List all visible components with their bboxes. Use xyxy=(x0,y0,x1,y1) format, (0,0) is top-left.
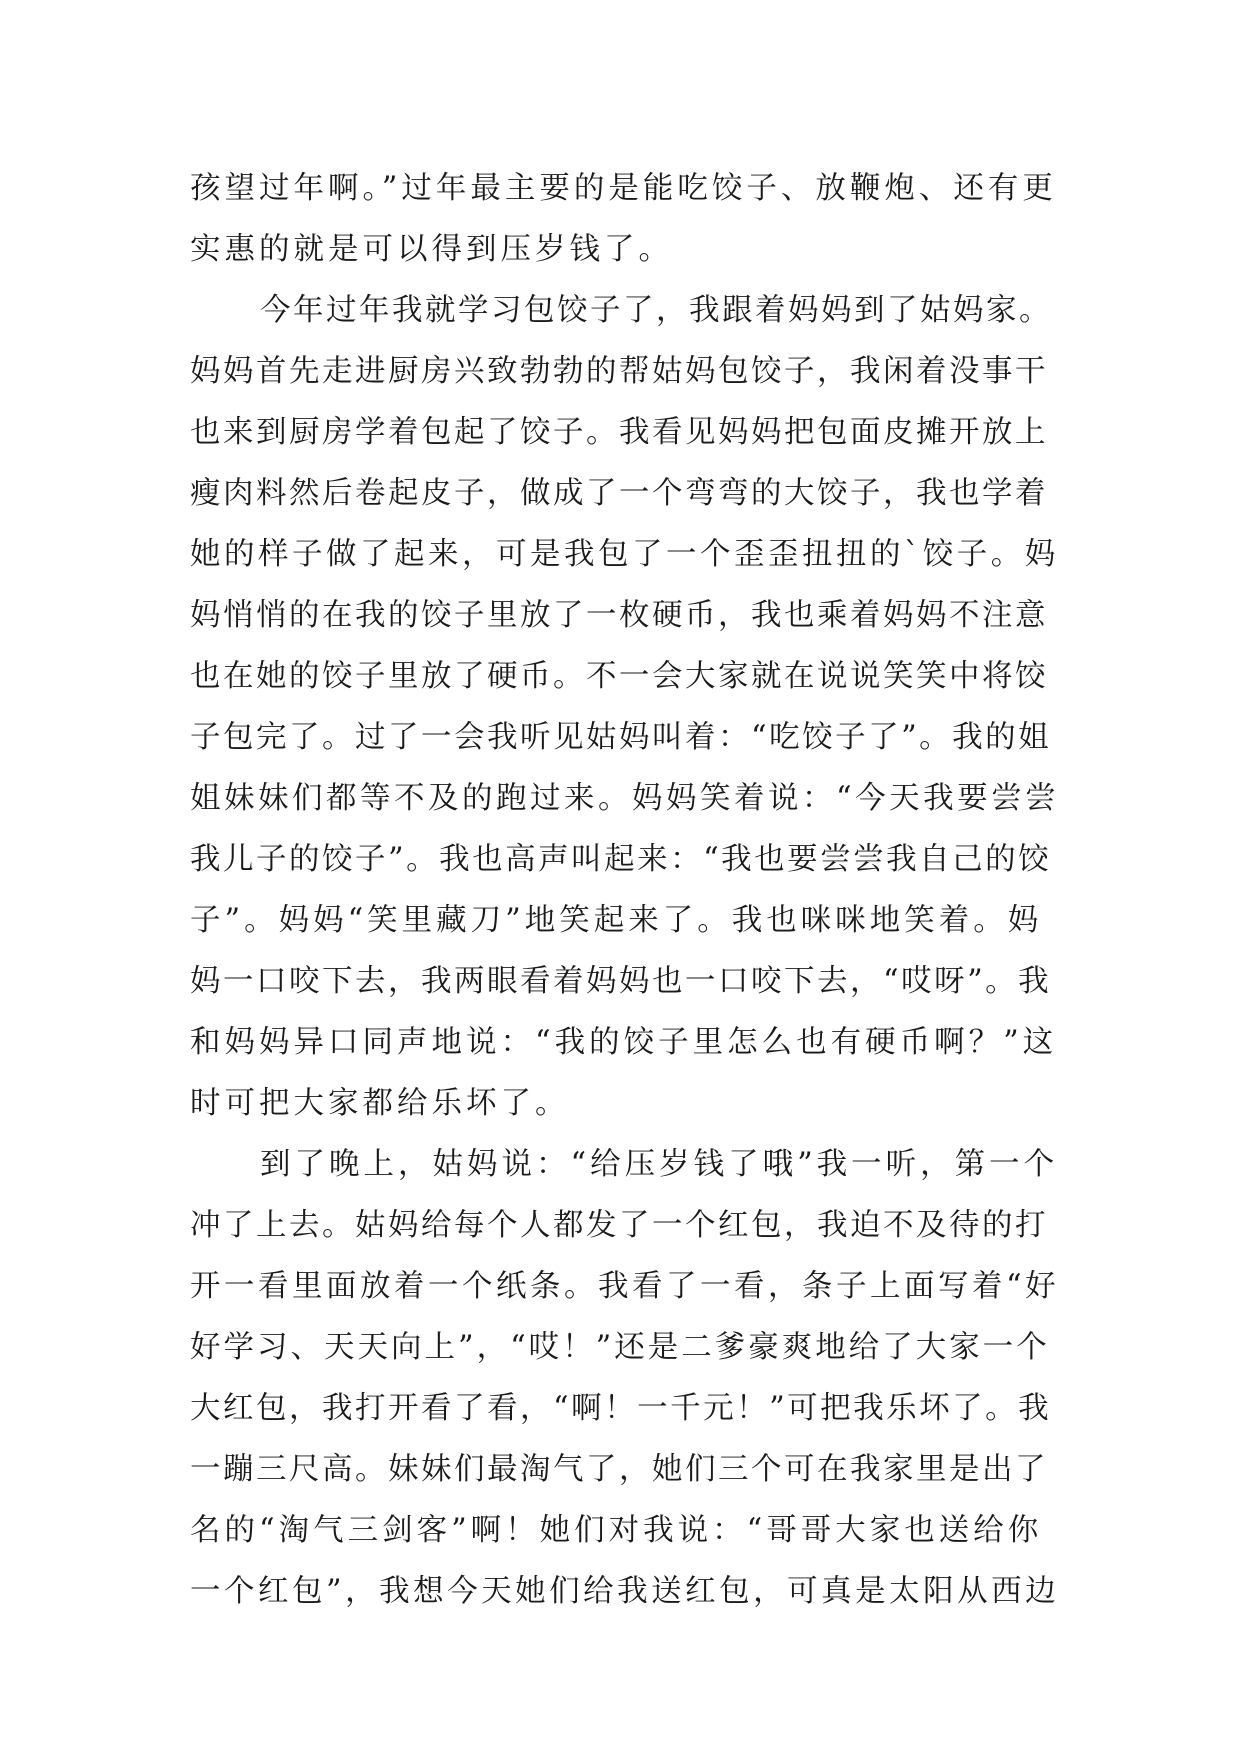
text-line: 开一看里面放着一个纸条。我看了一看，条子上面写着“好 xyxy=(190,1269,1060,1304)
text-line: 妈妈首先走进厨房兴致勃勃的帮姑妈包饺子，我闲着没事干 xyxy=(190,354,1048,389)
text-line: 实惠的就是可以得到压岁钱了。 xyxy=(190,232,673,267)
text-line: 和妈妈异口同声地说：“我的饺子里怎么也有硬币啊？”这 xyxy=(190,1025,1058,1060)
text-line: 妈一口咬下去，我两眼看着妈妈也一口咬下去，“哎呀”。我 xyxy=(190,964,1052,999)
text-line: 好学习、天天向上”，“哎！”还是二爹豪爽地给了大家一个 xyxy=(190,1330,1050,1365)
text-line: 孩望过年啊。”过年最主要的是能吃饺子、放鞭炮、还有更 xyxy=(190,171,1057,206)
text-line: 她的样子做了起来，可是我包了一个歪歪扭扭的`饺子。妈 xyxy=(190,537,1059,572)
paragraph-start-line: 到了晚上，姑妈说：“给压岁钱了哦”我一听，第一个 xyxy=(260,1147,1059,1182)
text-line: 子”。妈妈“笑里藏刀”地笑起来了。我也咪咪地笑着。妈 xyxy=(190,903,1043,938)
text-line: 瘦肉料然后卷起皮子，做成了一个弯弯的大饺子，我也学着 xyxy=(190,476,1048,511)
text-line: 姐妹妹们都等不及的跑过来。妈妈笑着说：“今天我要尝尝 xyxy=(190,781,1060,816)
text-line: 大红包，我打开看了看，“啊！一千元！”可把我乐坏了。我 xyxy=(190,1391,1052,1426)
text-line: 妈悄悄的在我的饺子里放了一枚硬币，我也乘着妈妈不注意 xyxy=(190,598,1048,633)
text-line: 一个红包”，我想今天她们给我送红包，可真是太阳从西边 xyxy=(190,1574,1060,1609)
text-line: 冲了上去。姑妈给每个人都发了一个红包，我迫不及待的打 xyxy=(190,1208,1048,1243)
text-line: 子包完了。过了一会我听见姑妈叫着：“吃饺子了”。我的姐 xyxy=(190,720,1052,755)
paragraph-start-line: 今年过年我就学习包饺子了，我跟着妈妈到了姑妈家。 xyxy=(260,293,1052,328)
text-line: 名的“淘气三剑客”啊！她们对我说：“哥哥大家也送给你 xyxy=(190,1513,1043,1548)
text-line: 时可把大家都给乐坏了。 xyxy=(190,1086,570,1121)
text-line: 也在她的饺子里放了硬币。不一会大家就在说说笑笑中将饺 xyxy=(190,659,1048,694)
text-line: 我儿子的饺子”。我也高声叫起来：“我也要尝尝我自己的饺 xyxy=(190,842,1052,877)
text-line: 也来到厨房学着包起了饺子。我看见妈妈把包面皮摊开放上 xyxy=(190,415,1048,450)
text-line: 一蹦三尺高。妹妹们最淘气了，她们三个可在我家里是出了 xyxy=(190,1452,1048,1487)
essay-body xyxy=(190,158,1060,1622)
